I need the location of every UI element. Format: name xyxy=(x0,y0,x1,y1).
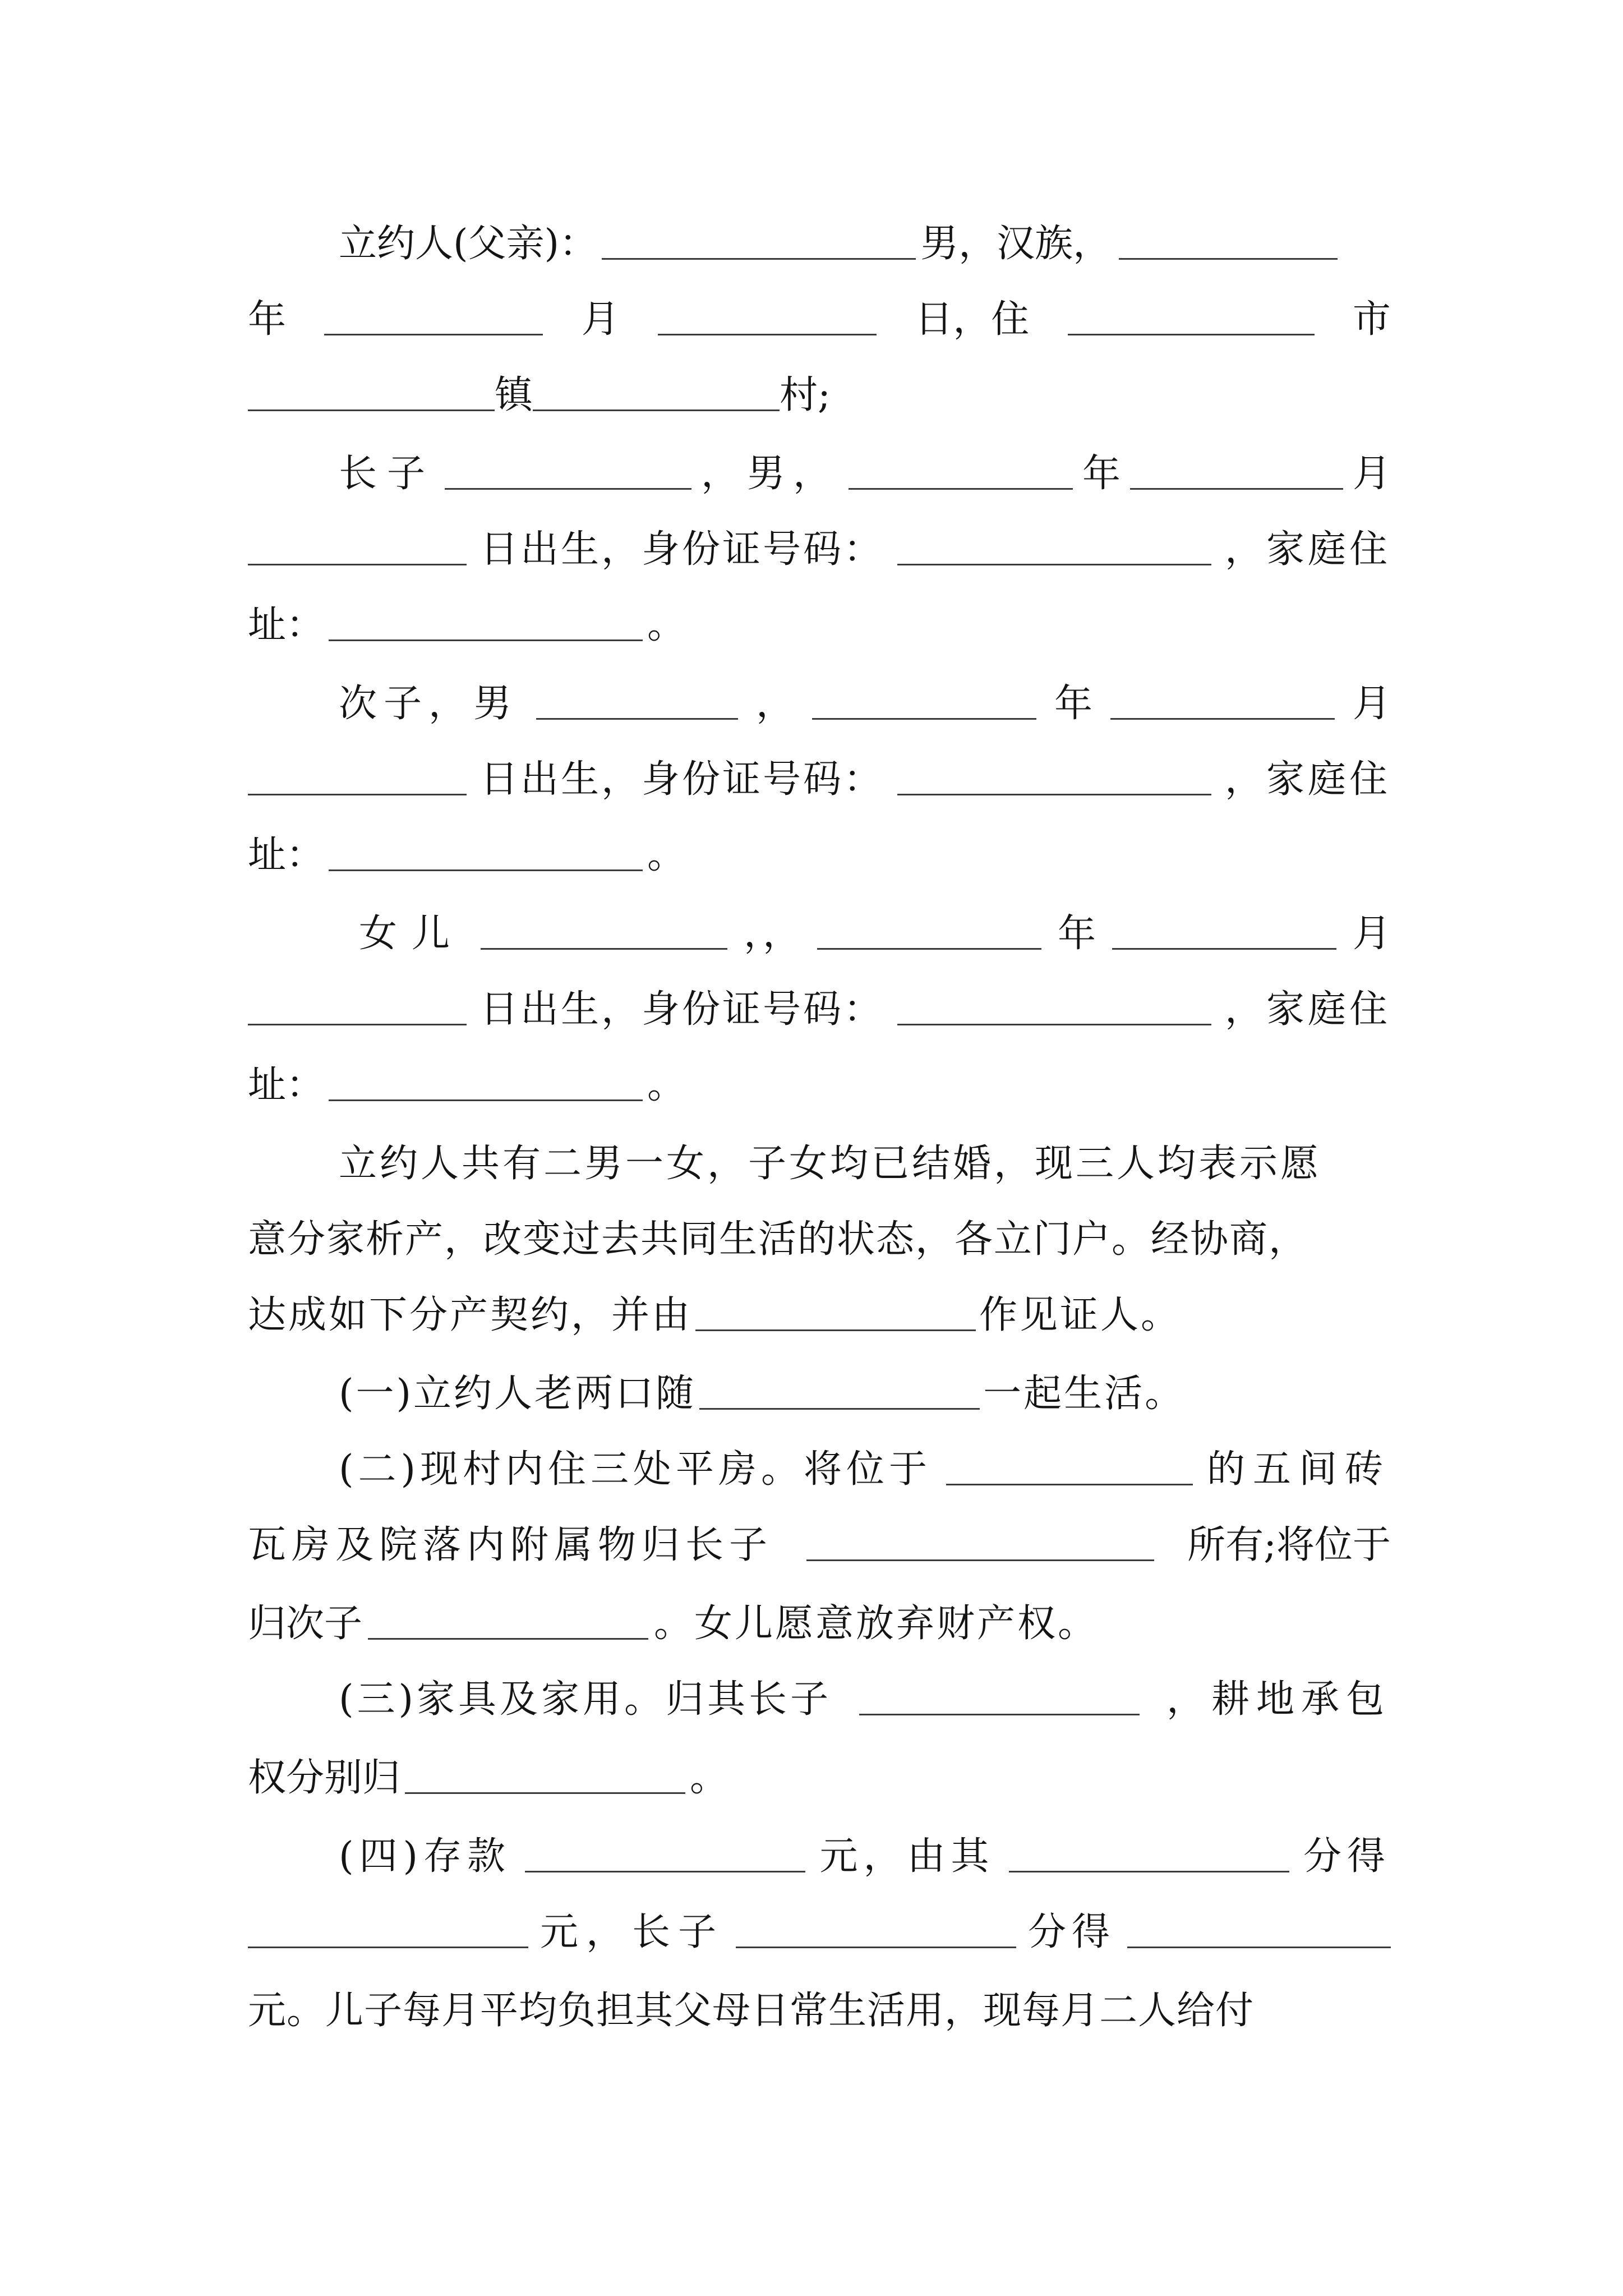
daughter-id-line xyxy=(248,982,1391,1038)
second-son-birth-day-blank[interactable] xyxy=(248,762,467,795)
month-text: 月 xyxy=(1352,452,1391,496)
home-address-text: ，家庭住 xyxy=(1224,757,1391,802)
daughter-birth-day-blank[interactable] xyxy=(248,992,467,1025)
house-location-blank[interactable] xyxy=(946,1452,1193,1485)
second-son-property-blank[interactable] xyxy=(368,1607,648,1640)
second-son-address-blank[interactable] xyxy=(329,838,643,871)
witness-suffix: 作见证人。 xyxy=(979,1293,1182,1337)
period: 。 xyxy=(690,1756,728,1800)
eldest-son-birth-year-blank[interactable] xyxy=(849,457,1073,490)
yuan-eldest-son-text: 元，长子 xyxy=(540,1910,724,1954)
city-text: 市 xyxy=(1352,297,1391,342)
receives-text: 分得 xyxy=(1303,1834,1391,1879)
eldest-son-id-blank[interactable] xyxy=(897,532,1211,565)
eldest-son-id-line xyxy=(248,522,1391,578)
clause-1-text: (一)立约人老两口随 xyxy=(339,1372,697,1416)
receives-text: 分得 xyxy=(1027,1910,1115,1954)
clause-2-line xyxy=(339,1442,1391,1498)
witness-line xyxy=(248,1287,1391,1343)
eldest-son-gender: ，男， xyxy=(700,452,839,496)
daughter-name-blank[interactable] xyxy=(481,917,727,950)
paragraph-line: 立约人共有二男一女，子女均已结婚，现三人均表示愿 xyxy=(339,1142,1322,1186)
clause-4-line xyxy=(339,1829,1391,1885)
year-text: 年 xyxy=(1054,682,1092,726)
father-birth-year-blank[interactable] xyxy=(1119,227,1338,260)
daughter-waiver-text: 。女儿愿意放弃财产权。 xyxy=(654,1602,1099,1646)
period: 。 xyxy=(647,1063,686,1107)
comma: ， xyxy=(755,682,794,726)
clause-2-cont-line xyxy=(248,1517,1391,1573)
deposit-amount-blank[interactable] xyxy=(525,1839,805,1872)
commas: ，， xyxy=(743,912,801,956)
birth-id-text: 日出生，身份证号码： xyxy=(479,987,884,1032)
clause-2-cont-text: 瓦房及院落内附属物归长子 xyxy=(248,1523,773,1567)
clause-2-end-line xyxy=(248,1596,1391,1652)
parents-live-with-blank[interactable] xyxy=(699,1377,980,1410)
second-son-id-line xyxy=(248,752,1391,808)
daughter-id-blank[interactable] xyxy=(897,992,1211,1025)
daughter-address-blank[interactable] xyxy=(329,1068,643,1101)
village-text: 村; xyxy=(780,373,831,417)
share-amount-blank[interactable] xyxy=(248,1915,528,1948)
address-label: 址： xyxy=(248,833,325,877)
birth-id-text: 日出生，身份证号码： xyxy=(479,757,884,802)
eldest-son-share-blank[interactable] xyxy=(736,1915,1016,1948)
father-label: 立约人(父亲)： xyxy=(339,222,598,266)
deposit-recipient-blank[interactable] xyxy=(1009,1839,1289,1872)
second-son-property-label: 归次子 xyxy=(248,1602,363,1646)
father-city-blank[interactable] xyxy=(1068,302,1315,335)
town-text: 镇 xyxy=(495,373,533,417)
clause-1-suffix: 一起生活。 xyxy=(983,1372,1186,1416)
home-address-text: ，家庭住 xyxy=(1224,987,1391,1032)
year-text: 年 xyxy=(1082,452,1121,496)
period: 。 xyxy=(647,833,686,877)
second-son-birth-year-blank[interactable] xyxy=(812,687,1036,720)
daughter-birth-month-blank[interactable] xyxy=(1112,917,1336,950)
land-rights-label: 权分别归 xyxy=(248,1756,401,1800)
month-text: 月 xyxy=(1352,682,1391,726)
month-text: 月 xyxy=(581,297,620,342)
second-son-line xyxy=(339,676,1391,732)
year-text: 年 xyxy=(248,297,287,342)
clause-3-end-line xyxy=(248,1750,1391,1806)
eldest-son-property-blank[interactable] xyxy=(806,1528,1154,1561)
witness-name-blank[interactable] xyxy=(695,1298,976,1331)
second-son-address-line xyxy=(248,827,1391,884)
eldest-son-line xyxy=(339,446,1391,502)
daughter-address-line xyxy=(248,1057,1391,1114)
clause-1-line xyxy=(339,1366,1391,1422)
clause-3-text: (三)家具及家用。归其长子 xyxy=(339,1677,832,1722)
clause-3-line xyxy=(339,1672,1391,1728)
father-gender-ethnicity: 男，汉族， xyxy=(920,222,1112,266)
land-rights-blank[interactable] xyxy=(405,1761,685,1794)
father-village-blank[interactable] xyxy=(533,378,780,411)
eldest-son-address-blank[interactable] xyxy=(329,608,643,641)
father-info-line xyxy=(339,216,1391,272)
eldest-son-birth-day-blank[interactable] xyxy=(248,532,467,565)
second-son-name-blank[interactable] xyxy=(536,687,738,720)
daughter-birth-year-blank[interactable] xyxy=(817,917,1041,950)
eldest-son-name-blank[interactable] xyxy=(445,457,691,490)
eldest-son-label: 长子 xyxy=(339,452,436,496)
second-son-birth-month-blank[interactable] xyxy=(1110,687,1335,720)
eldest-son-address-line xyxy=(248,597,1391,654)
father-birth-day-blank[interactable] xyxy=(658,302,877,335)
father-name-blank[interactable] xyxy=(602,227,916,260)
paragraph-line: 元。儿子每月平均负担其父母日常生活用，现每月二人给付 xyxy=(248,1989,1255,2033)
address-label: 址： xyxy=(248,603,325,647)
clause-2-text: (二)现村内住三处平房。将位于 xyxy=(339,1447,932,1492)
address-label: 址： xyxy=(248,1063,325,1107)
daughter-line xyxy=(359,906,1391,962)
clause-4-cont-line xyxy=(248,1904,1391,1961)
furniture-recipient-blank[interactable] xyxy=(859,1682,1140,1715)
daughter-label: 女儿 xyxy=(359,912,465,956)
period: 。 xyxy=(647,603,686,647)
paragraph-line: 意分家析产，改变过去共同生活的状态，各立门户。经协商， xyxy=(248,1217,1308,1262)
day-residence-text: 日，住 xyxy=(915,297,1030,342)
witness-text: 达成如下分产契约，并由 xyxy=(248,1293,693,1337)
clause-4-text: (四)存款 xyxy=(339,1834,511,1879)
eldest-son-birth-month-blank[interactable] xyxy=(1130,457,1343,490)
father-birth-address-line xyxy=(248,292,1391,348)
eldest-son-amount-blank[interactable] xyxy=(1127,1915,1391,1948)
father-town-village-line xyxy=(248,367,1391,424)
year-text: 年 xyxy=(1057,912,1096,956)
second-son-id-blank[interactable] xyxy=(897,762,1211,795)
birth-id-text: 日出生，身份证号码： xyxy=(479,527,884,572)
father-birth-month-blank[interactable] xyxy=(324,302,543,335)
clause-3-suffix: ，耕地承包 xyxy=(1166,1677,1391,1722)
home-address-text: ，家庭住 xyxy=(1224,527,1391,572)
clause-2-suffix: 的五间砖 xyxy=(1206,1447,1391,1492)
father-town-blank[interactable] xyxy=(248,378,495,411)
second-son-label: 次子，男 xyxy=(339,682,519,726)
month-text: 月 xyxy=(1352,912,1391,956)
clause-2-cont-suffix: 所有;将位于 xyxy=(1187,1523,1391,1567)
yuan-by-text: 元，由其 xyxy=(819,1834,995,1879)
